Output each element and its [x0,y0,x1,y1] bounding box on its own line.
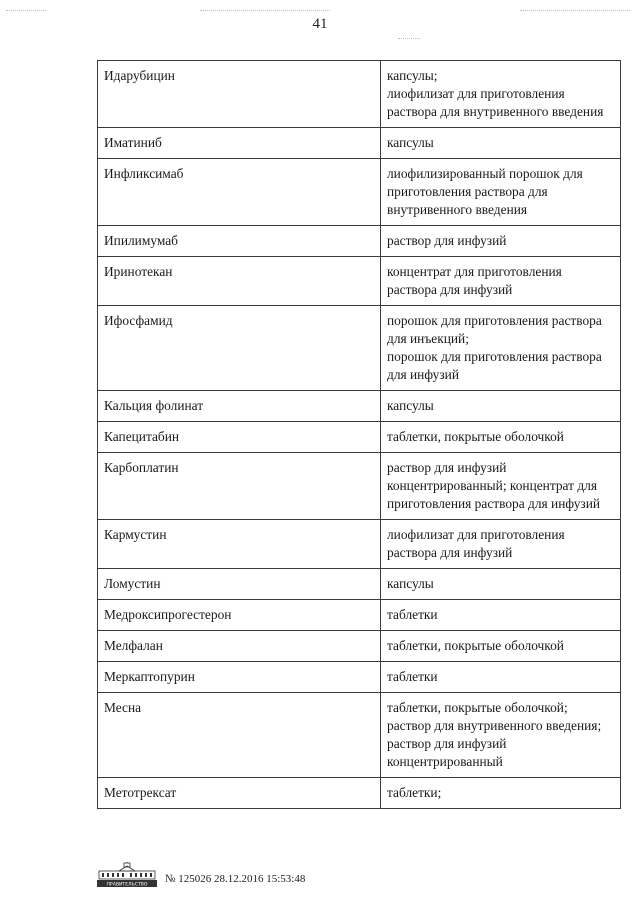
table-row [98,778,621,809]
table-row [98,257,621,306]
table-row [98,422,621,453]
drug-name-cell: Месна [98,693,381,778]
dosage-form-cell: капсулы [381,391,621,422]
scan-artifact [398,38,420,43]
drug-name-cell: Метотрексат [98,778,381,809]
table-row [98,520,621,569]
dosage-form-cell: лиофилизат для приготовления раствора для инфузий [381,520,621,569]
dosage-form-cell: таблетки, покрытые оболочкой; раствор для внутривенного введения; раствор для инфузий концентрированный [381,693,621,778]
table-row [98,226,621,257]
drug-name-cell: Ломустин [98,569,381,600]
government-building-logo [97,862,157,888]
dosage-form-cell: концентрат для приготовления раствора для инфузий [381,257,621,306]
dosage-form-cell: капсулы [381,128,621,159]
drug-table [97,60,621,809]
dosage-form-cell: лиофилизированный порошок для приготовления раствора для внутривенного введения [381,159,621,226]
page-number: 41 [312,16,328,32]
table-row [98,600,621,631]
document-stamp: № 125026 28.12.2016 15:53:48 [165,873,306,885]
drug-name-cell: Иринотекан [98,257,381,306]
table-row [98,631,621,662]
scan-artifact [200,10,330,15]
dosage-form-cell: порошок для приготовления раствора для инъекций; порошок для приготовления раствора для инфузий [381,306,621,391]
drug-name-cell: Меркаптопурин [98,662,381,693]
scan-artifact [6,10,46,15]
table-row [98,61,621,128]
table-row [98,128,621,159]
table-row [98,693,621,778]
scan-artifact [520,10,630,15]
dosage-form-cell: капсулы; лиофилизат для приготовления раствора для внутривенного введения [381,61,621,128]
table-row [98,662,621,693]
logo-caption: ПРАВИТЕЛЬСТВО [106,882,148,888]
dosage-form-cell: таблетки [381,662,621,693]
dosage-form-cell: раствор для инфузий [381,226,621,257]
dosage-form-cell: раствор для инфузий концентрированный; концентрат для приготовления раствора для инфузий [381,453,621,520]
drug-name-cell: Инфликсимаб [98,159,381,226]
drug-name-cell: Карбоплатин [98,453,381,520]
drug-name-cell: Кармустин [98,520,381,569]
dosage-form-cell: капсулы [381,569,621,600]
table-row [98,391,621,422]
table-row [98,306,621,391]
dosage-form-cell: таблетки; [381,778,621,809]
drug-name-cell: Ипилимумаб [98,226,381,257]
table-row [98,453,621,520]
drug-name-cell: Ифосфамид [98,306,381,391]
drug-name-cell: Иматиниб [98,128,381,159]
drug-name-cell: Мелфалан [98,631,381,662]
drug-name-cell: Капецитабин [98,422,381,453]
document-footer [97,862,497,892]
table-row [98,569,621,600]
drug-name-cell: Кальция фолинат [98,391,381,422]
dosage-form-cell: таблетки [381,600,621,631]
dosage-form-cell: таблетки, покрытые оболочкой [381,631,621,662]
dosage-form-cell: таблетки, покрытые оболочкой [381,422,621,453]
drug-name-cell: Идарубицин [98,61,381,128]
drug-name-cell: Медроксипрогестерон [98,600,381,631]
table-row [98,159,621,226]
